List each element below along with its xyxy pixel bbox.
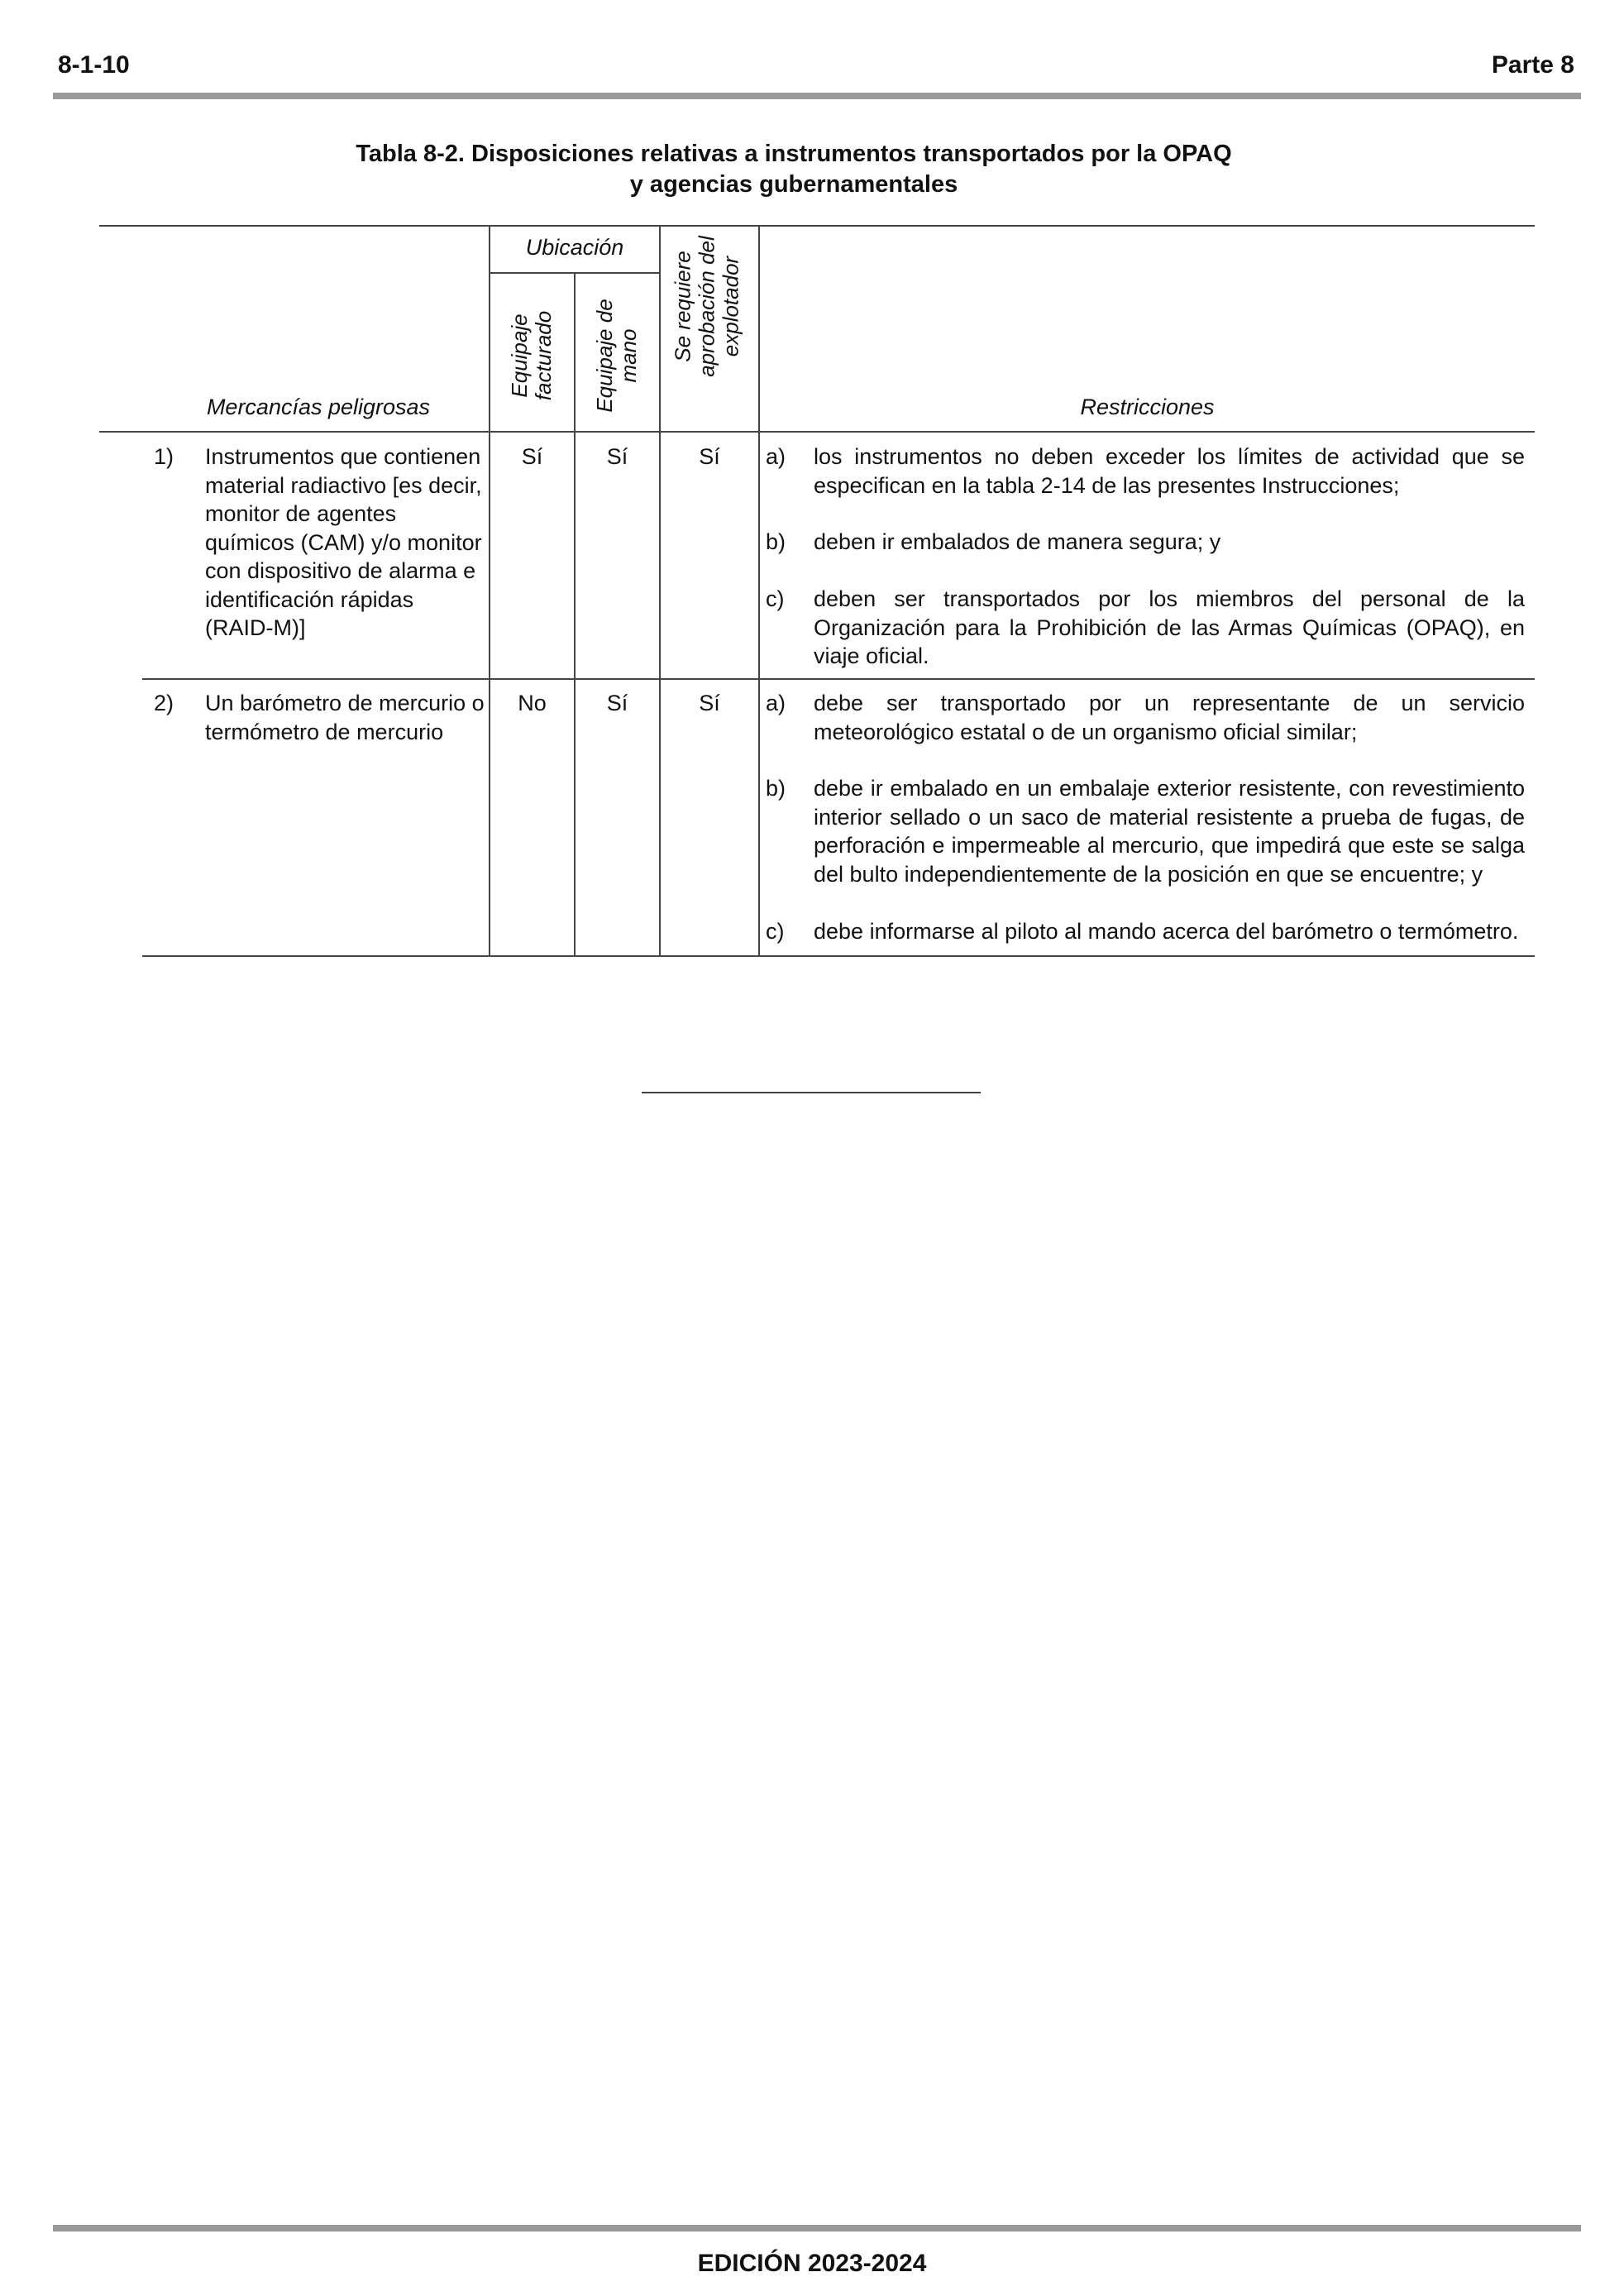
header-carry-on-baggage bbox=[593, 289, 641, 422]
restriction-text: deben ir embalados de manera segura; y bbox=[814, 529, 1221, 554]
approval-value: Sí bbox=[699, 444, 720, 469]
carry-on-value: Sí bbox=[606, 444, 628, 469]
header-approval-line-1: Se requiere bbox=[670, 251, 695, 362]
header-checked-line-2: facturado bbox=[531, 310, 556, 401]
restriction-text: los instrumentos no deben exceder los límites de actividad que se especifican en la tabla 2-14 de las presentes Instrucciones; bbox=[814, 444, 1525, 498]
header-approval-line-2: aprobación del bbox=[694, 236, 719, 377]
table-title-line-2: y agencias gubernamentales bbox=[629, 171, 958, 198]
end-divider bbox=[642, 1092, 981, 1093]
column-divider-checked bbox=[574, 272, 576, 957]
checked-value: Sí bbox=[521, 444, 543, 469]
restriction-text: debe ser transportado por un representante de un servicio meteorológico estatal o de un organismo oficial similar; bbox=[814, 691, 1525, 744]
header-goods: Mercancías peligrosas bbox=[206, 395, 431, 419]
footer-rule bbox=[53, 2225, 1581, 2231]
header-location: Ubicación bbox=[525, 235, 624, 260]
checked-value: No bbox=[518, 691, 547, 715]
restriction-label: c) bbox=[766, 586, 785, 611]
header-approval-line-3: explotador bbox=[718, 256, 743, 357]
approval-value: Sí bbox=[699, 691, 720, 715]
restriction-text: debe informarse al piloto al mando acerca del barómetro o termómetro. bbox=[814, 919, 1519, 944]
restriction-label: a) bbox=[766, 444, 786, 469]
edition-label: EDICIÓN 2023-2024 bbox=[697, 2250, 927, 2277]
table-title bbox=[0, 139, 1588, 200]
part-label: Parte 8 bbox=[1491, 51, 1574, 79]
goods-description: Instrumentos que contienen material radiactivo [es decir, monitor de agentes químicos (CAM) y/o monitor con dispositivo de alarma e identificación rápidas (RAID-M)] bbox=[205, 444, 482, 640]
table-title-line-1: Tabla 8-2. Disposiciones relativas a instrumentos transportados por la OPAQ bbox=[356, 141, 1232, 167]
restriction-text: deben ser transportados por los miembros del personal de la Organización para la Prohibición de las Armas Químicas (OPAQ), en viaje oficial. bbox=[814, 586, 1525, 668]
row-separator bbox=[142, 678, 1535, 680]
goods-description: Un barómetro de mercurio o termómetro de mercurio bbox=[205, 691, 485, 744]
header-carry-line-1: Equipaje de bbox=[592, 299, 617, 413]
carry-on-value: Sí bbox=[606, 691, 628, 715]
header-operator-approval bbox=[671, 232, 743, 381]
restriction-label: b) bbox=[766, 776, 786, 801]
header-rule bbox=[53, 93, 1581, 99]
column-divider-approval bbox=[758, 225, 760, 957]
header-restrictions: Restricciones bbox=[1080, 395, 1215, 419]
header-checked-line-1: Equipaje bbox=[507, 313, 532, 398]
restriction-label: a) bbox=[766, 691, 786, 715]
row-number: 2) bbox=[154, 691, 174, 715]
restriction-label: c) bbox=[766, 919, 785, 944]
table-top-border bbox=[99, 225, 1535, 227]
column-divider-goods bbox=[489, 225, 490, 957]
header-bottom-border bbox=[99, 431, 1535, 433]
row-number: 1) bbox=[154, 444, 174, 469]
column-divider-carry-on bbox=[659, 225, 661, 957]
restriction-text: debe ir embalado en un embalaje exterior resistente, con revestimiento interior sellado o un saco de material resistente a prueba de fugas, de perforación e impermeable al mercurio, que impedirá que este se salga del bulto independientemente de la posición en que se encuentre; y bbox=[814, 776, 1525, 887]
page-number: 8-1-10 bbox=[58, 51, 130, 79]
restriction-label: b) bbox=[766, 529, 786, 554]
table-bottom-border bbox=[142, 955, 1535, 957]
header-carry-line-2: mano bbox=[616, 328, 641, 383]
header-checked-baggage bbox=[508, 289, 556, 422]
